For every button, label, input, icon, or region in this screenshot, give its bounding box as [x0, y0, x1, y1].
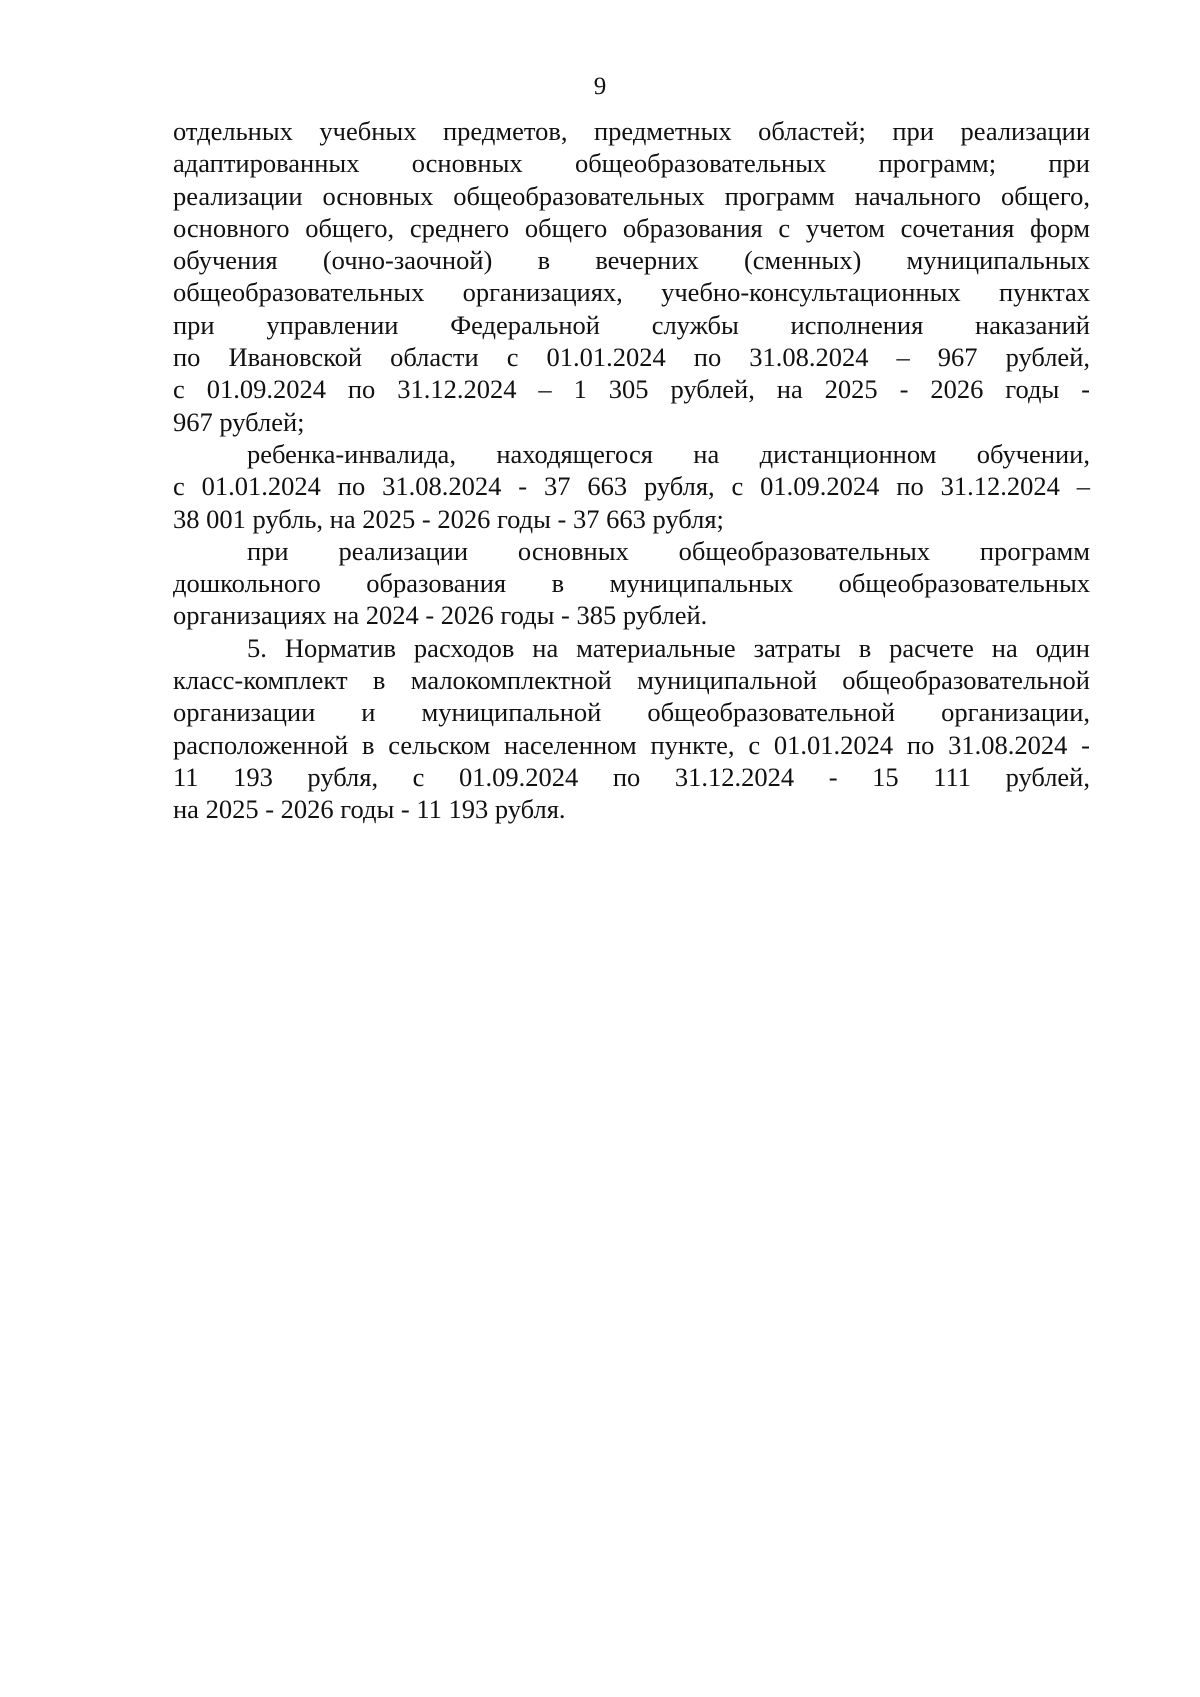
- text-line: 38 001 рубль, на 2025 - 2026 годы - 37 663 рубля;: [173, 503, 724, 534]
- text-line: при реализации основных общеобразовательных программ: [247, 535, 1090, 566]
- paragraph-4: [173, 632, 1090, 826]
- paragraph-1: [173, 115, 1090, 438]
- text-line: адаптированных основных общеобразовательных программ; при: [173, 148, 1090, 179]
- text-line: организации и муниципальной общеобразовательной организации,: [173, 697, 1090, 728]
- document-body: [173, 115, 1090, 826]
- page-number: 9: [593, 73, 607, 100]
- text-line: 967 рублей;: [173, 406, 305, 437]
- text-line: 5. Норматив расходов на материальные затраты в расчете на один: [247, 632, 1090, 663]
- text-line: при управлении Федеральной службы исполнения наказаний: [173, 309, 1090, 340]
- text-line: расположенной в сельском населенном пункте, с 01.01.2024 по 31.08.2024 -: [173, 729, 1090, 760]
- paragraph-3: [173, 535, 1090, 632]
- text-line: отдельных учебных предметов, предметных областей; при реализации: [173, 116, 1090, 146]
- text-line: на 2025 - 2026 годы - 11 193 рубля.: [173, 794, 566, 825]
- text-line: с 01.09.2024 по 31.12.2024 – 1 305 рублей, на 2025 - 2026 годы -: [173, 374, 1090, 405]
- text-line: основного общего, среднего общего образования с учетом сочетания форм: [173, 212, 1090, 243]
- text-line: организациях на 2024 - 2026 годы - 385 рублей.: [173, 600, 708, 631]
- text-line: с 01.01.2024 по 31.08.2024 - 37 663 рубля, с 01.09.2024 по 31.12.2024 –: [173, 471, 1090, 502]
- text-line: класс-комплект в малокомплектной муниципальной общеобразовательной: [173, 665, 1090, 696]
- text-line: обучения (очно-заочной) в вечерних (сменных) муниципальных: [173, 245, 1090, 276]
- text-line: по Ивановской области с 01.01.2024 по 31.08.2024 – 967 рублей,: [173, 342, 1090, 373]
- text-line: дошкольного образования в муниципальных общеобразовательных: [173, 568, 1090, 599]
- text-line: реализации основных общеобразовательных программ начального общего,: [173, 180, 1090, 211]
- paragraph-2: [173, 438, 1090, 535]
- text-line: общеобразовательных организациях, учебно-консультационных пунктах: [173, 277, 1090, 308]
- text-line: 11 193 рубля, с 01.09.2024 по 31.12.2024 - 15 111 рублей,: [173, 761, 1090, 792]
- text-line: ребенка-инвалида, находящегося на дистанционном обучении,: [247, 438, 1090, 469]
